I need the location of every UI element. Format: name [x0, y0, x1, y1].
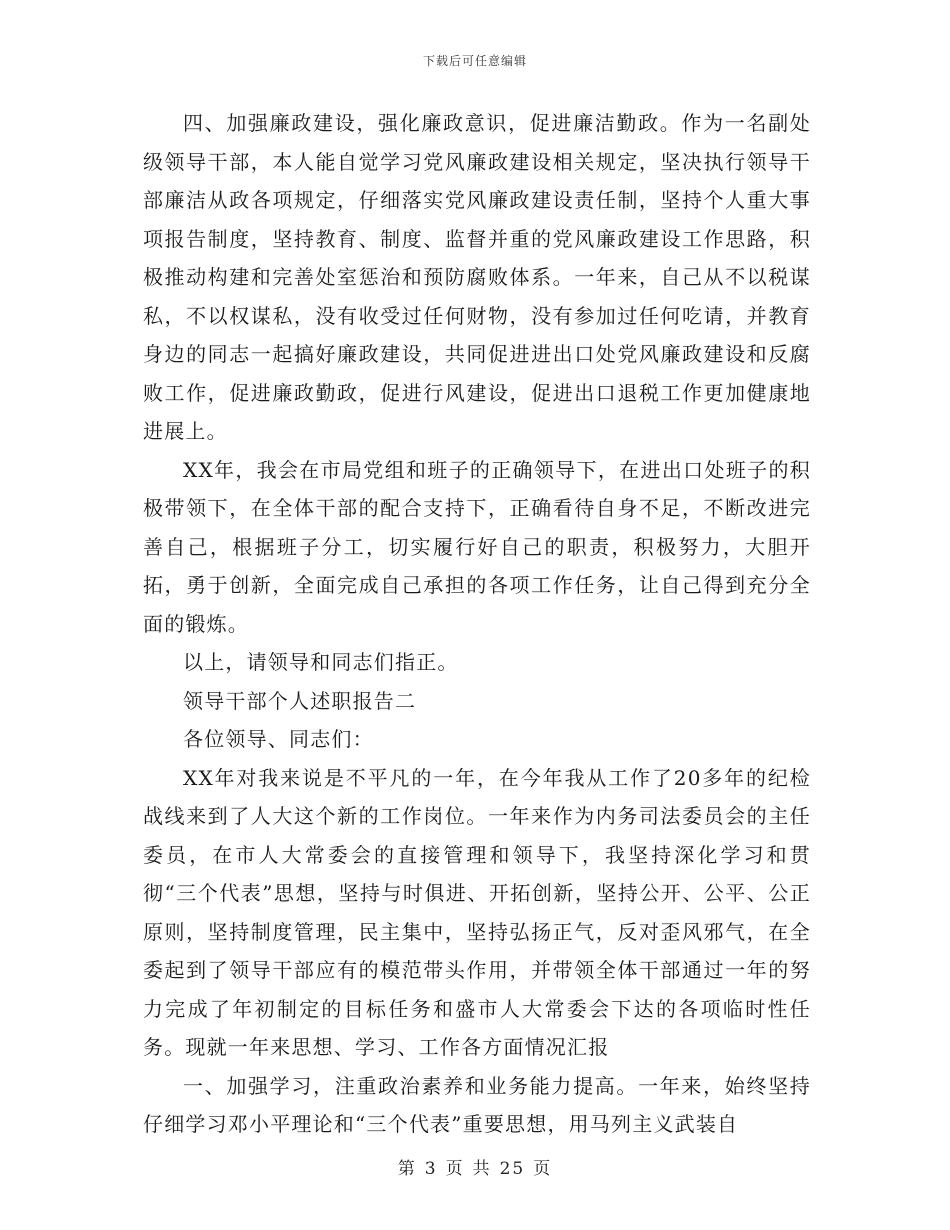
page-footer: [0, 1154, 950, 1179]
paragraph-next-year: XX年，我会在市局党组和班子的正确领导下，在进出口处班子的积极带领下，在全体干部的配合支持下，正确看待自身不足，不断改进完善自己，根据班子分工，切实履行好自己的职责，积极努力，大胆开拓，勇于创新，全面完成自己承担的各项工作任务，让自己得到充分全面的锻炼。: [143, 457, 811, 636]
paragraph-study: 一、加强学习，注重政治素养和业务能力提高。一年来，始终坚持仔细学习邓小平理论和“三个代表”重要思想，用马列主义武装自: [143, 1073, 811, 1136]
footer-label-page: 第: [397, 1159, 417, 1179]
footer-label-unit-end: 页: [533, 1159, 553, 1179]
paragraph-intro: XX年对我来说是不平凡的一年，在今年我从工作了20多年的纪检战线来到了人大这个新的工作岗位。一年来作为内务司法委员会的主任委员，在市人大常委会的直接管理和领导下，我坚持深化学习和贯彻“三个代表”思想，坚持与时俱进、开拓创新，坚持公开、公平、公正原则，坚持制度管理，民主集中，坚持弘扬正气，反对歪风邪气，在全委起到了领导干部应有的模范带头作用，并带领全体干部通过一年的努力完成了年初制定的目标任务和盛市人大常委会下达的各项临时性任务。现就一年来思想、学习、工作各方面情况汇报: [143, 765, 811, 1059]
footer-label-total: 共: [472, 1159, 492, 1179]
report-two-title: 领导干部个人述职报告二: [183, 688, 417, 713]
document-body: [143, 104, 811, 1144]
page-header: 下载后可任意编辑: [422, 54, 527, 68]
footer-label-unit: 页: [445, 1159, 465, 1179]
paragraph-integrity: 四、加强廉政建设，强化廉政意识，促进廉洁勤政。作为一名副处级领导干部，本人能自觉学习党风廉政建设相关规定，坚决执行领导干部廉洁从政各项规定，仔细落实党风廉政建设责任制，坚持个人重大事项报告制度，坚持教育、制度、监督并重的党风廉政建设工作思路，积极推动构建和完善处室惩治和预防腐败体系。一年来，自己从不以税谋私，不以权谋私，没有收受过任何财物，没有参加过任何吃请，并教育身边的同志一起搞好廉政建设，共同促进进出口处党风廉政建设和反腐败工作，促进廉政勤政，促进行风建设，促进出口退税工作更加健康地进展上。: [143, 111, 811, 443]
current-page-number: 3: [424, 1159, 438, 1179]
salutation: 各位领导、同志们：: [183, 727, 374, 751]
paragraph-closing: 以上，请领导和同志们指正。: [183, 650, 459, 674]
total-page-count: 25: [499, 1159, 526, 1179]
